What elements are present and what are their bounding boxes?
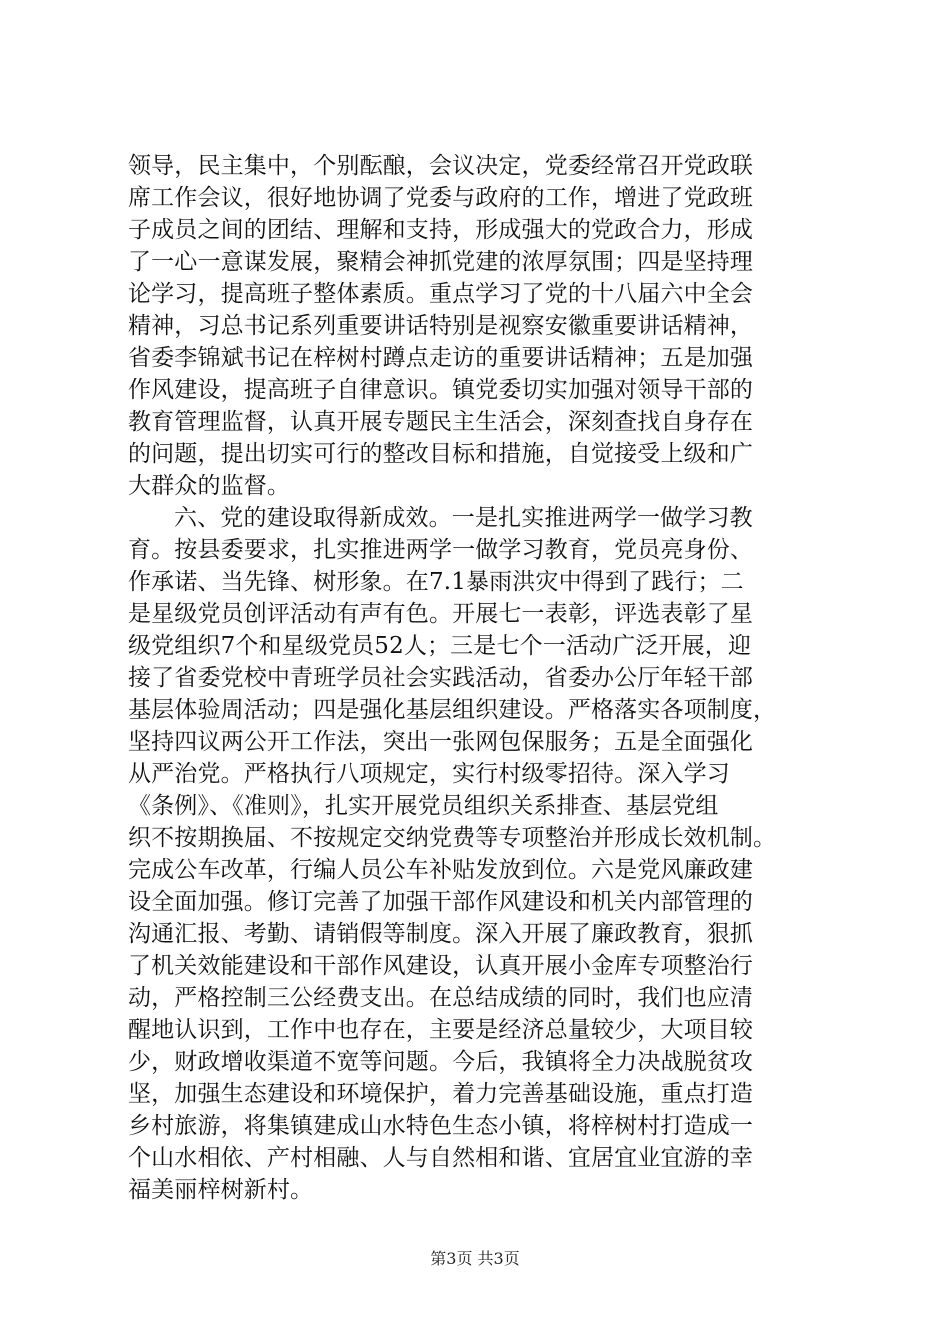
text-line: 的问题，提出切实可行的整改目标和措施，自觉接受上级和广: [128, 441, 754, 467]
text-line: 大群众的监督。: [128, 473, 291, 499]
text-line: 基层体验周活动；四是强化基层组织建设。严格落实各项制度，: [128, 697, 777, 723]
text-line: 子成员之间的团结、理解和支持，形成强大的党政合力，形成: [128, 217, 754, 243]
text-line: 坚持四议两公开工作法，突出一张网包保服务；五是全面强化: [128, 729, 754, 755]
text-line: 席工作会议，很好地协调了党委与政府的工作，增进了党政班: [128, 185, 754, 211]
text-line: 是星级党员创评活动有声有色。开展七一表彰，评选表彰了星: [128, 601, 754, 627]
text-line: 精神，习总书记系列重要讲话特别是视察安徽重要讲话精神，: [128, 313, 754, 339]
text-line: 坚，加强生态建设和环境保护，着力完善基础设施，重点打造: [128, 1081, 754, 1107]
text-line: 《条例》、《准则》，扎实开展党员组织关系排查、基层党组: [128, 793, 719, 819]
text-line-first-indented: 六、党的建设取得新成效。一是扎实推进两学一做学习教: [174, 505, 753, 531]
text-line: 论学习，提高班子整体素质。重点学习了党的十八届六中全会: [128, 281, 754, 307]
text-line: 少，财政增收渠道不宽等问题。今后，我镇将全力决战脱贫攻: [128, 1049, 754, 1075]
text-line: 福美丽梓树新村。: [128, 1177, 314, 1203]
page-number: 第3页 共3页: [430, 1249, 520, 1268]
text-line: 作承诺、当先锋、树形象。在7.1暴雨洪灾中得到了践行；二: [128, 569, 744, 595]
text-line: 完成公车改革，行编人员公车补贴发放到位。六是党风廉政建: [128, 857, 754, 883]
text-line: 个山水相依、产村相融、人与自然相和谐、宜居宜业宜游的幸: [128, 1145, 754, 1171]
paragraph-2: [128, 502, 840, 1206]
text-line: 作风建设，提高班子自律意识。镇党委切实加强对领导干部的: [128, 377, 754, 403]
text-line: 织不按期换届、不按规定交纳党费等专项整治并形成长效机制。: [128, 825, 777, 851]
text-line: 省委李锦斌书记在梓树村蹲点走访的重要讲话精神；五是加强: [128, 345, 754, 371]
text-line: 了机关效能建设和干部作风建设，认真开展小金库专项整治行: [128, 953, 754, 979]
text-line: 了一心一意谋发展，聚精会神抓党建的浓厚氛围；四是坚持理: [128, 249, 754, 275]
paragraph-1: [128, 150, 840, 502]
text-line: 设全面加强。修订完善了加强干部作风建设和机关内部管理的: [128, 889, 754, 915]
text-line: 乡村旅游，将集镇建成山水特色生态小镇，将梓树村打造成一: [128, 1113, 754, 1139]
text-line: 沟通汇报、考勤、请销假等制度。深入开展了廉政教育，狠抓: [128, 921, 754, 947]
text-line: 级党组织7个和星级党员52人；三是七个一活动广泛开展，迎: [128, 633, 752, 659]
document-body: [128, 150, 840, 1206]
text-line: 从严治党。严格执行八项规定，实行村级零招待。深入学习: [128, 761, 730, 787]
text-line: 醒地认识到，工作中也存在，主要是经济总量较少，大项目较: [128, 1017, 754, 1043]
text-line: 领导，民主集中，个别酝酿，会议决定，党委经常召开党政联: [128, 153, 754, 179]
text-line: 教育管理监督，认真开展专题民主生活会，深刻查找自身存在: [128, 409, 754, 435]
text-line: 动，严格控制三公经费支出。在总结成绩的同时，我们也应清: [128, 985, 754, 1011]
text-line: 接了省委党校中青班学员社会实践活动，省委办公厅年轻干部: [128, 665, 754, 691]
text-line: 育。按县委要求，扎实推进两学一做学习教育，党员亮身份、: [128, 537, 754, 563]
